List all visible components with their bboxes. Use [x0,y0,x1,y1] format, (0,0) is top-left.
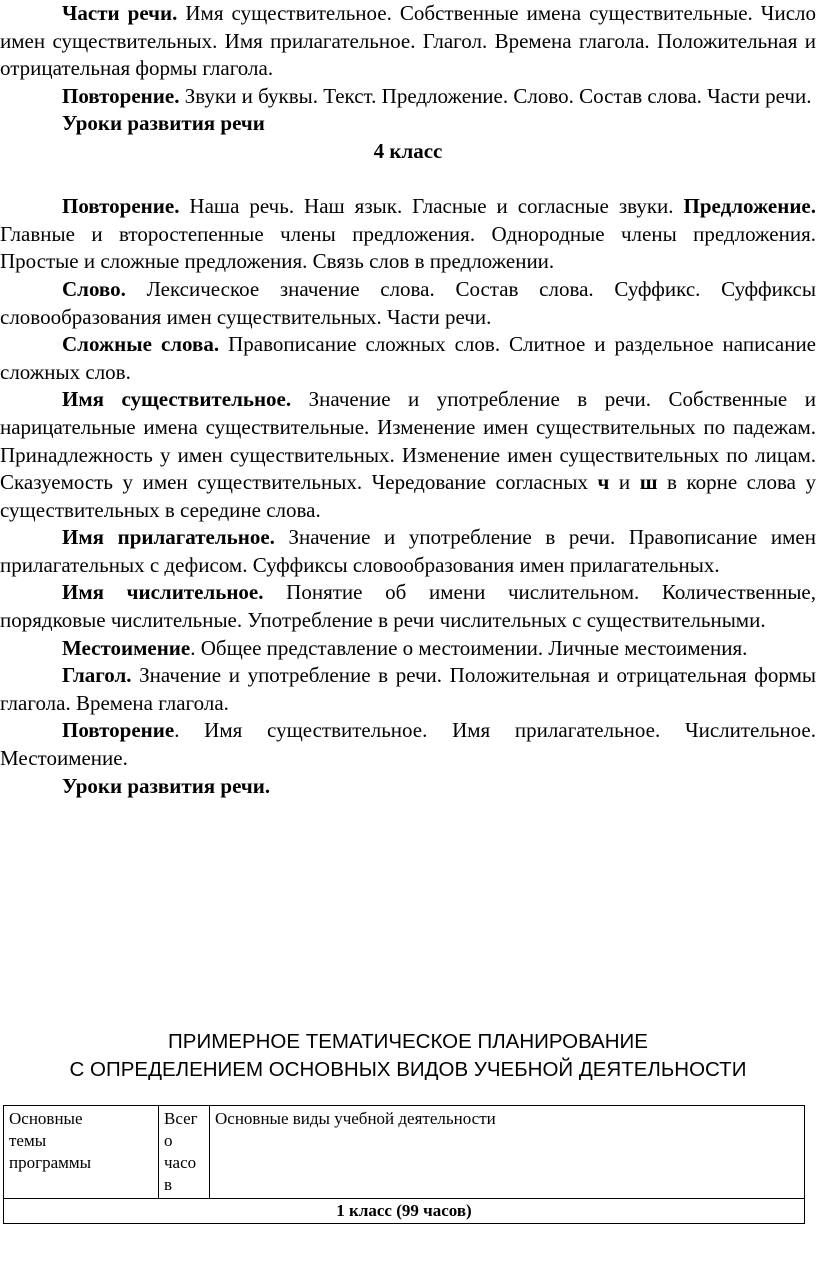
paragraph-lead: Части речи. [62,1,178,25]
paragraph-lead: Имя существительное. [62,387,292,412]
paragraph-lead: Повторение. [62,194,180,219]
paragraph-pronoun [0,635,816,663]
plan-title-line: С ОПРЕДЕЛЕНИЕМ ОСНОВНЫХ ВИДОВ УЧЕБНОЙ ДЕЯТЕЛЬНОСТИ [69,1058,747,1081]
paragraph-text: Значение и употребление в речи. Собственные и нарицательные имена существительные. Изменение имен существительных по падежам. Принадлежность у имен существительных. Изменение имен существительных по лицам. Сказуемость у имен существительных. Чередование согласных [0,387,816,495]
paragraph-lead: Повторение. [62,83,180,108]
paragraph-lead: Сложные слова. [62,332,220,357]
paragraph-text: в корне слова у существительных в середине слова. [0,470,816,522]
paragraph-lead: Имя числительное. [62,580,264,605]
paragraph-parts-of-speech [0,0,816,83]
paragraph-noun [0,386,816,524]
thematic-plan-table [3,1105,805,1224]
paragraph-text: Главные и второстепенные члены предложения. Однородные члены предложения. Простые и сложные предложения. Связь слов в предложении. [0,221,816,274]
paragraph-text: . Общее представление о местоимении. Личные местоимения. [190,635,748,660]
paragraph-text: Лексическое значение слова. Состав слова. Суффикс. Суффиксы словообразования имен существительных. Части речи. [0,276,816,329]
paragraph-text: Имя существительное. Собственные имена существительные. Число имен существительных. Имя прилагательное. Глагол. Времена глагола. Положительная и отрицательная формы глагола. [0,1,816,81]
paragraph-lead: Слово. [62,276,126,301]
paragraph-lead: Местоимение [62,635,191,660]
header-line: часо [164,1153,197,1172]
thematic-plan-title [0,1028,816,1084]
paragraph-text: Правописание сложных слов. Слитное и раздельное написание сложных слов. [0,332,816,384]
blank-line [0,166,816,194]
paragraph-text: Значение и употребление в речи. Положительная и отрицательная формы глагола. Времена глагола. [0,663,816,715]
grade-4-heading: 4 класс [373,138,443,163]
paragraph-text: и [609,470,640,495]
header-line: темы [9,1131,47,1150]
paragraph-review-grade3 [0,83,816,111]
paragraph-compound-words [0,331,816,386]
header-line: Всег [164,1109,198,1128]
plan-title-line: ПРИМЕРНОЕ ТЕМАТИЧЕСКОЕ ПЛАНИРОВАНИЕ [168,1030,648,1053]
paragraph-text: Понятие об имени числительном. Количественные, порядковые числительные. Употребление в речи числительных с существительными. [0,580,816,633]
paragraph-lead: Глагол. [62,663,132,688]
paragraph-numeral [0,579,816,634]
letter-sh: ш [639,470,658,495]
paragraph-verb [0,662,816,717]
speech-lessons-heading: Уроки развития речи [62,111,265,136]
paragraph-text: Значение и употребление в речи. Правописание имен прилагательных с дефисом. Суффиксы словообразования имен прилагательных. [0,525,816,577]
paragraph-text: . Имя существительное. Имя прилагательное. Числительное. Местоимение. [0,718,816,771]
header-topics [4,1106,159,1199]
paragraph-review-grade4 [0,193,816,276]
paragraph-lead: Повторение [62,718,175,743]
header-line: Основные [9,1109,83,1128]
header-activities: Основные виды учебной деятельности [210,1106,805,1199]
paragraph-text: Наша речь. Наш язык. Гласные и согласные звуки. [179,194,684,219]
paragraph-lead: Имя прилагательное. [62,525,275,550]
table-header-row [4,1106,805,1199]
header-line: в [164,1175,173,1194]
paragraph-adjective [0,524,816,579]
paragraph-text: Звуки и буквы. Текст. Предложение. Слово. Состав слова. Части речи. [179,83,812,108]
paragraph-word [0,276,816,331]
speech-lessons-heading: Уроки развития речи. [62,773,271,798]
paragraph-review-final [0,717,816,772]
table-row [4,1199,805,1224]
paragraph-lead: Предложение. [683,194,816,219]
header-line: программы [9,1153,92,1172]
header-line: о [164,1131,173,1150]
letter-ch: ч [597,470,610,495]
grade-1-row: 1 класс (99 часов) [4,1199,805,1224]
header-hours [159,1106,210,1199]
